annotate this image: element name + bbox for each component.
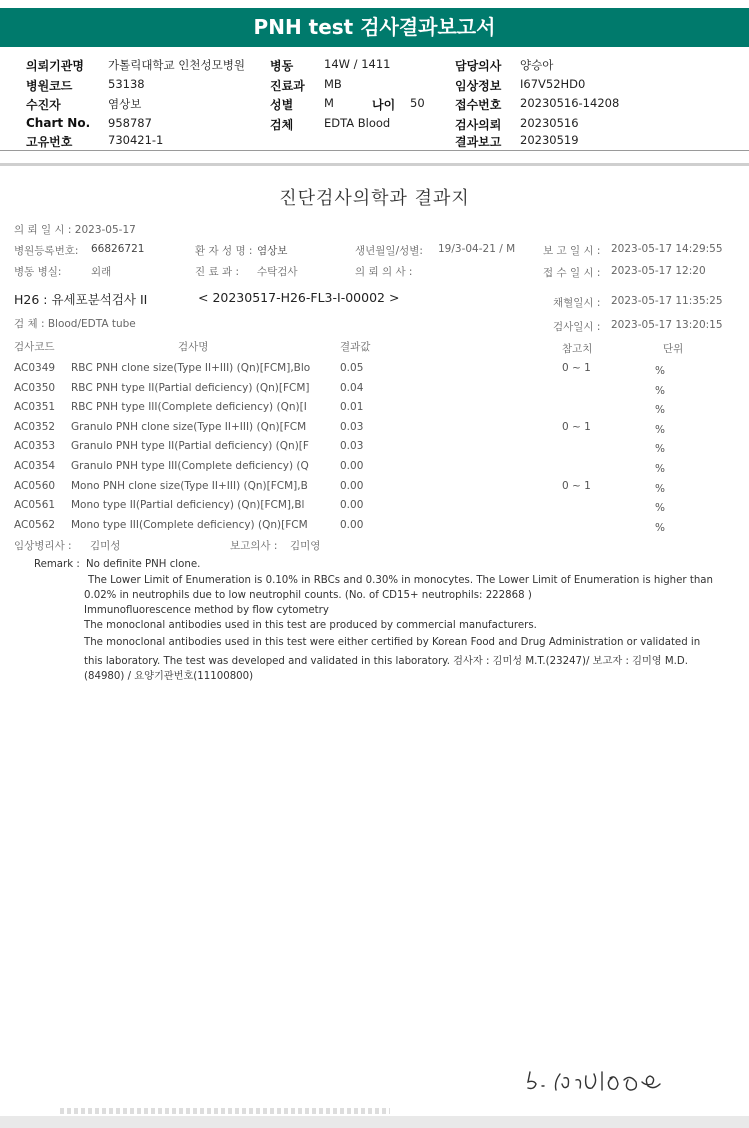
header-divider	[0, 150, 749, 151]
result-test-name: Granulo PNH type II(Partial deficiency) (Qn)[F	[71, 440, 309, 453]
requesting-doctor-label: 의 뢰 의 사 :	[355, 266, 413, 278]
remark-line: The Lower Limit of Enumeration is 0.10% in RBCs and 0.30% in monocytes. The Lower Limit of Enumeration is higher than	[88, 575, 713, 586]
patient-no-value: 66826721	[91, 243, 145, 255]
institution-value: 가톨릭대학교 인천성모병원	[108, 58, 245, 72]
ward-label: 병동	[270, 59, 294, 73]
remark-line: The monoclonal antibodies used in this test were either certified by Korean Food and Drug Administration or validated in	[84, 637, 701, 648]
receipt-no-label: 접수번호	[455, 98, 502, 112]
patient-name-label: 환 자 성 명 :	[195, 245, 253, 257]
scanned-report	[0, 166, 749, 1116]
section-title: H26 : 유세포분석검사 II	[14, 292, 148, 307]
report-date-value: 20230519	[520, 133, 579, 147]
remark-label: Remark :	[34, 559, 80, 570]
result-code: AC0351	[14, 401, 56, 414]
age-value: 50	[410, 96, 425, 110]
collect-time-value: 2023-05-17 11:35:25	[611, 295, 723, 307]
ward-value: 14W / 1411	[324, 57, 391, 71]
result-value: 0.05	[340, 362, 364, 374]
bleed-through-text	[60, 1108, 390, 1114]
report-title: PNH test 검사결과보고서	[0, 8, 749, 47]
result-unit: %	[655, 365, 665, 377]
dob-value: 19/3-04-21 / M	[438, 243, 516, 255]
result-test-name: RBC PNH clone size(Type II+III) (Qn)[FCM],Blo	[71, 362, 311, 374]
report-doc-title: 진단검사의학과 결과지	[279, 188, 470, 209]
receive-time-value: 2023-05-17 12:20	[611, 265, 706, 277]
request-datetime: 의 뢰 일 시 : 2023-05-17	[14, 224, 136, 236]
ward-room-value: 외래	[91, 266, 112, 278]
institution-label: 의뢰기관명	[26, 59, 84, 73]
col-result-header: 결과값	[340, 341, 371, 353]
receipt-no-value: 20230516-14208	[520, 96, 620, 110]
result-value: 0.01	[340, 401, 364, 414]
physician-label: 담당의사	[455, 59, 502, 73]
collect-time-label: 채혈일시 :	[553, 297, 601, 309]
col-unit-header: 단위	[663, 343, 684, 355]
test-time-value: 2023-05-17 13:20:15	[611, 319, 723, 331]
technologist-value: 김미성	[90, 540, 121, 552]
result-value: 0.03	[340, 420, 364, 433]
dept-label: 진 료 과 :	[195, 266, 239, 278]
physician-value: 양승아	[520, 58, 554, 72]
report-time-label: 보 고 일 시 :	[543, 245, 601, 257]
result-test-name: RBC PNH type II(Partial deficiency) (Qn)[FCM]	[71, 381, 310, 394]
report-date-label: 결과보고	[455, 135, 502, 149]
department-label: 진료과	[270, 79, 305, 93]
result-test-name: Mono PNH clone size(Type II+III) (Qn)[FCM],B	[71, 479, 308, 492]
result-value: 0.00	[340, 479, 364, 492]
sex-value: M	[324, 96, 334, 110]
handwritten-signature	[520, 1060, 690, 1100]
result-unit: %	[655, 521, 665, 534]
remark-line: No definite PNH clone.	[86, 559, 201, 570]
col-name-header: 검사명	[178, 341, 209, 353]
result-code: AC0560	[14, 479, 56, 492]
reporting-doctor-value: 김미영	[290, 540, 321, 552]
technologist-label: 임상병리사 :	[14, 540, 72, 552]
result-unit: %	[655, 463, 665, 475]
result-value: 0.03	[340, 440, 364, 453]
result-test-name: Mono type II(Partial deficiency) (Qn)[FCM],Bl	[71, 499, 305, 512]
specimen-label: 검체	[270, 118, 294, 132]
chart-no-value: 958787	[108, 116, 152, 130]
col-code-header: 검사코드	[14, 341, 55, 353]
ward-room-label: 병동 병실:	[14, 266, 62, 278]
result-code: AC0349	[14, 362, 56, 374]
result-code: AC0352	[14, 420, 56, 433]
hospital-code-label: 병원코드	[26, 79, 73, 93]
patient-value: 염상보	[108, 97, 142, 111]
clinical-info-label: 임상정보	[455, 79, 502, 93]
result-test-name: RBC PNH type III(Complete deficiency) (Qn)[I	[71, 401, 307, 414]
age-label: 나이	[372, 98, 396, 112]
result-code: AC0561	[14, 499, 56, 512]
result-unit: %	[655, 482, 665, 495]
result-value: 0.00	[340, 499, 364, 512]
dob-label: 생년월일/성별:	[355, 245, 423, 257]
result-unit: %	[655, 443, 665, 456]
hospital-code-value: 53138	[108, 77, 145, 91]
result-code: AC0350	[14, 381, 56, 394]
remark-line: this laboratory. The test was developed and validated in this laboratory. 검사자 : 김미성 M.T.(23247)/ 보고자 : 김미영 M.D.	[84, 656, 688, 667]
result-reference: 0 ~ 1	[562, 362, 591, 374]
col-ref-header: 참고치	[562, 343, 593, 355]
result-reference: 0 ~ 1	[562, 420, 591, 433]
specimen-type: 검 체 : Blood/EDTA tube	[14, 318, 136, 330]
result-test-name: Granulo PNH clone size(Type II+III) (Qn)[FCM	[71, 420, 307, 433]
result-code: AC0353	[14, 440, 56, 453]
result-value: 0.04	[340, 381, 364, 394]
unique-no-label: 고유번호	[26, 135, 73, 149]
chart-no-label: Chart No.	[26, 116, 91, 130]
result-test-name: Granulo PNH type III(Complete deficiency) (Q	[71, 460, 309, 472]
patient-no-label: 병원등록번호:	[14, 245, 79, 257]
result-reference: 0 ~ 1	[562, 479, 591, 492]
remark-line: (84980) / 요양기관번호(11100800)	[84, 671, 254, 682]
patient-name-value: 염상보	[257, 245, 288, 257]
clinical-info-value: I67V52HD0	[520, 77, 586, 91]
result-unit: %	[655, 384, 665, 397]
report-time-value: 2023-05-17 14:29:55	[611, 243, 723, 255]
result-value: 0.00	[340, 460, 364, 472]
department-value: MB	[324, 77, 342, 91]
result-unit: %	[655, 423, 665, 436]
dept-value: 수탁검사	[257, 266, 298, 278]
receive-time-label: 접 수 일 시 :	[543, 267, 601, 279]
remark-line: The monoclonal antibodies used in this test are produced by commercial manufacturers.	[84, 620, 537, 631]
result-test-name: Mono type III(Complete deficiency) (Qn)[FCM	[71, 518, 308, 531]
accession-code: < 20230517-H26-FL3-I-00002 >	[198, 290, 400, 305]
patient-label: 수진자	[26, 98, 61, 112]
result-unit: %	[655, 502, 665, 515]
test-time-label: 검사일시 :	[553, 321, 601, 333]
reporting-doctor-label: 보고의사 :	[230, 540, 278, 552]
remark-line: 0.02% in neutrophils due to low neutrophil counts. (No. of CD15+ neutrophils: 222868 )	[84, 590, 532, 601]
result-code: AC0354	[14, 460, 56, 472]
sex-label: 성별	[270, 98, 294, 112]
result-unit: %	[655, 404, 665, 417]
specimen-value: EDTA Blood	[324, 116, 391, 130]
result-value: 0.00	[340, 518, 364, 531]
result-code: AC0562	[14, 518, 56, 531]
request-date-label: 검사의뢰	[455, 118, 502, 132]
remark-line: Immunofluorescence method by flow cytometry	[84, 605, 329, 616]
request-date-value: 20230516	[520, 116, 579, 130]
footer-bar	[0, 1116, 749, 1128]
unique-no-value: 730421-1	[108, 133, 164, 147]
